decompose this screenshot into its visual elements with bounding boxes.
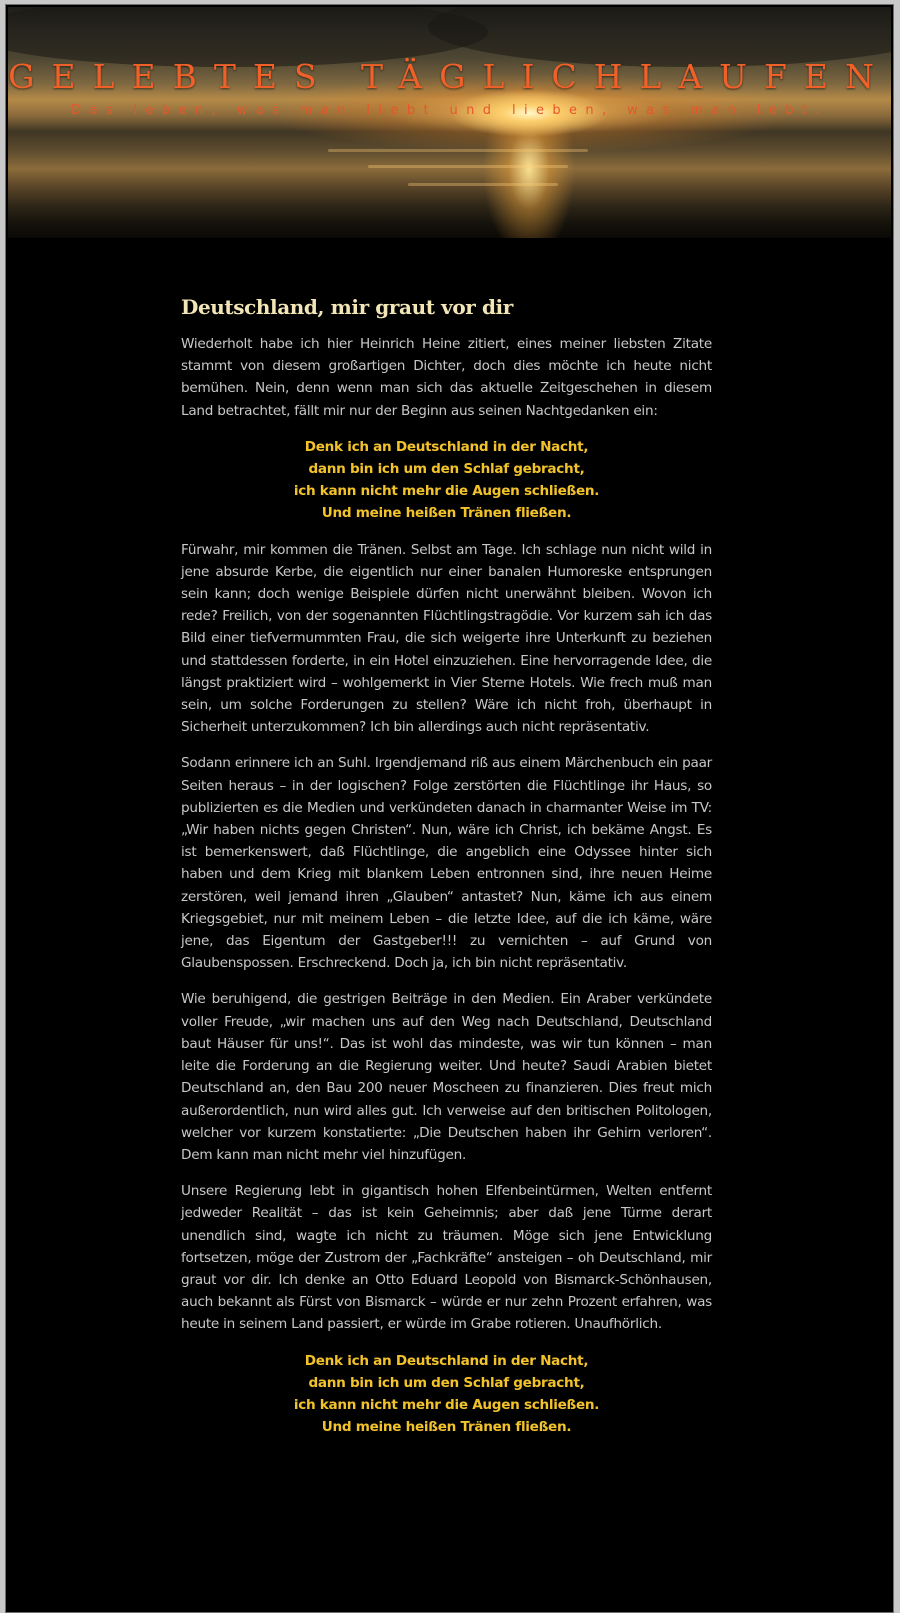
poem-line: Denk ich an Deutschland in der Nacht,: [304, 1352, 589, 1369]
poem-line: dann bin ich um den Schlaf gebracht,: [308, 461, 585, 478]
poem-line: dann bin ich um den Schlaf gebracht,: [308, 1374, 585, 1391]
poem-line: Und meine heißen Tränen fließen.: [321, 1419, 572, 1436]
banner-reflection: [368, 165, 568, 168]
page-frame: [5, 4, 894, 1613]
post-paragraph: Fürwahr, mir kommen die Tränen. Selbst am Tage. Ich schlage nun nicht wild in jene absurde Kerbe, die eigentlich nur einer banalen Humoreske entsprungen sein kann; doch wenige Beispiele dürfen nicht unerwähnt bleiben. Wovon ich rede? Freilich, von der sogenannten Flüchtlingstragödie. Vor kurzem sah ich das Bild einer tiefvermummten Frau, die sich weigerte ihre Unterkunft zu beziehen und stattdessen forderte, in ein Hotel einzuziehen. Eine hervorragende Idee, die längst praktiziert wird – wohlgemerkt in Vier Sterne Hotels. Wie frech muß man sein, um solche Forderungen zu stellen? Wäre ich nicht froh, überhaupt in Sicherheit unterzukommen? Ich bin allerdings auch nicht repräsentativ.: [181, 541, 712, 736]
site-title[interactable]: GELEBTES TÄGLICHLAUFEN: [8, 57, 891, 96]
banner-reflection: [408, 183, 558, 186]
poem-line: ich kann nicht mehr die Augen schließen.: [293, 1396, 600, 1413]
post-content: [181, 295, 712, 1452]
post-paragraph: Wie beruhigend, die gestrigen Beiträge in den Medien. Ein Araber verkündete voller Freude, „wir machen uns auf den Weg nach Deutschland, Deutschland baut Häuser für uns!“. Das ist wohl das mindeste, was wir tun können – man leite die Forderung an die Regierung weiter. Und heute? Saudi Arabien bietet Deutschland an, den Bau 200 neuer Moscheen zu finanzieren. Dies freut mich außerordentlich, nun wird alles gut. Ich verweise auf den britischen Politologen, welcher vor kurzem konstatierte: „Die Deutschen haben ihr Gehirn verloren“. Dem kann man nicht mehr viel hinzufügen.: [181, 991, 712, 1163]
poem-quote: [181, 436, 712, 525]
post-title[interactable]: Deutschland, mir graut vor dir: [181, 295, 513, 319]
poem-line: Und meine heißen Tränen fließen.: [321, 505, 572, 522]
post-paragraph: Unsere Regierung lebt in gigantisch hohen Elfenbeintürmen, Welten entfernt jedweder Realität – das ist kein Geheimnis; aber daß jene Türme derart unendlich sind, wagte ich nicht zu träumen. Möge sich jene Entwicklung fortsetzen, möge der Zustrom der „Fachkräfte“ ansteigen – oh Deutschland, mir graut vor dir. Ich denke an Otto Eduard Leopold von Bismarck-Schönhausen, auch bekannt als Fürst von Bismarck – würde er nur zehn Prozent erfahren, was heute in seinem Land passiert, er würde im Grabe rotieren. Unaufhörlich.: [181, 1183, 712, 1333]
header-banner: [8, 7, 891, 238]
post-paragraph: Wiederholt habe ich hier Heinrich Heine zitiert, eines meiner liebsten Zitate stammt von diesem großartigen Dichter, doch dies möchte ich heute nicht bemühen. Nein, denn wenn man sich das aktuelle Zeitgeschehen in diesem Land betrachtet, fällt mir nur der Beginn aus seinen Nachtgedanken ein:: [181, 336, 712, 419]
poem-quote: [181, 1350, 712, 1439]
poem-line: ich kann nicht mehr die Augen schließen.: [293, 483, 600, 500]
site-tagline: Das leben, was man liebt und lieben, was man lebt.: [71, 103, 828, 118]
banner-reflection: [328, 149, 588, 152]
post-paragraph: Sodann erinnere ich an Suhl. Irgendjemand riß aus einem Märchenbuch ein paar Seiten heraus – in der logischen? Folge zerstörten die Flüchtlinge ihr Haus, so publizierten es die Medien und verkündeten danach in charmanter Weise im TV: „Wir haben nichts gegen Christen“. Nun, wäre ich Christ, ich bekäme Angst. Es ist bemerkenswert, daß Flüchtlinge, die angeblich eine Odyssee hinter sich haben und dem Krieg mit blankem Leben entronnen sind, ihre neuen Heime zerstören, weil jemand ihren „Glauben“ antastet? Nun, käme ich aus einem Kriegsgebiet, nur mit meinem Leben – die letzte Idee, auf die ich käme, wäre jene, das Eigentum der Gastgeber!!! zu vernichten – auf Grund von Glaubenspossen. Erschreckend. Doch ja, ich bin nicht repräsentativ.: [181, 755, 712, 972]
poem-line: Denk ich an Deutschland in der Nacht,: [304, 438, 589, 455]
